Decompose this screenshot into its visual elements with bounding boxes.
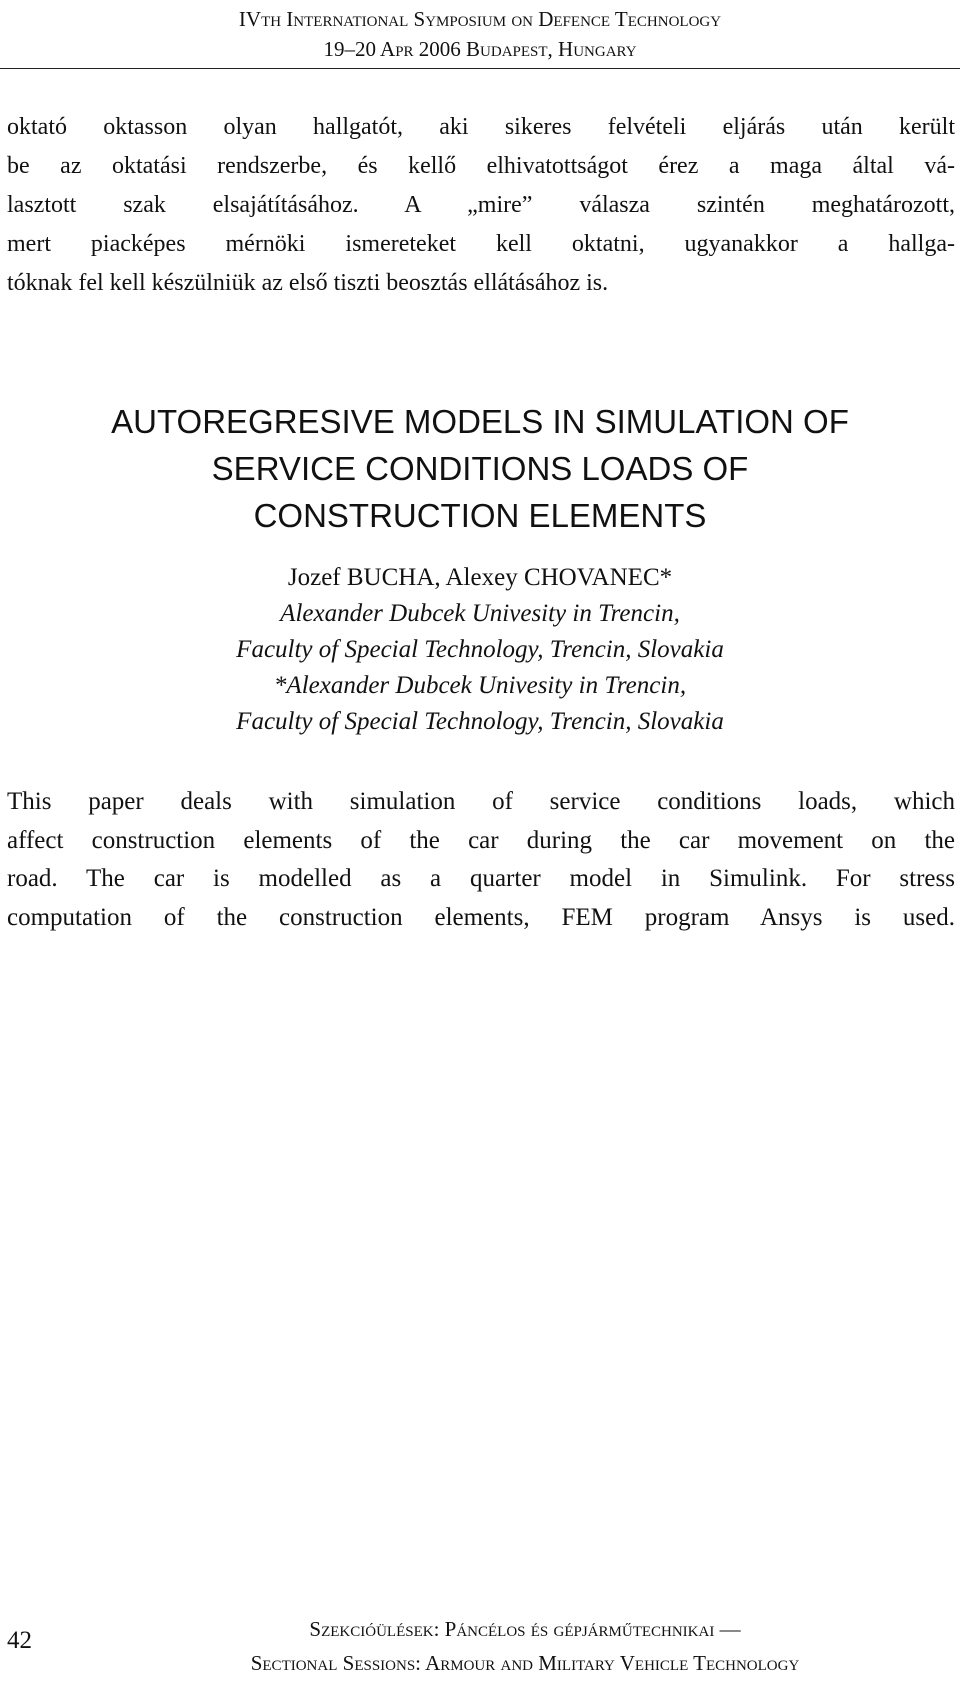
title-line: AUTOREGRESIVE MODELS IN SIMULATION OF xyxy=(111,403,849,440)
title-line: SERVICE CONDITIONS LOADS OF xyxy=(211,450,749,487)
affiliation-line: *Alexander Dubcek Univesity in Trencin, xyxy=(273,672,687,699)
title-line: CONSTRUCTION ELEMENTS xyxy=(253,497,707,534)
abstract-paragraph xyxy=(7,783,955,937)
abstract-line: road. The car is modelled as a quarter model in Simulink. For stress xyxy=(7,865,955,892)
running-footer xyxy=(90,1612,960,1680)
affiliation-line: Alexander Dubcek Univesity in Trencin, xyxy=(280,600,680,627)
header-symposium: IVth International Symposium on Defence Technology xyxy=(238,7,722,31)
author-block xyxy=(0,560,960,740)
paper-title xyxy=(0,398,960,539)
footer-hungarian: Szekcióülések: Páncélos és gépjárműtechnikai — xyxy=(309,1617,741,1641)
footer-english: Sectional Sessions: Armour and Military Vehicle Technology xyxy=(250,1651,800,1675)
header-date-place: 19–20 Apr 2006 Budapest, Hungary xyxy=(323,37,637,61)
intro-line: lasztott szak elsajátításához. A „mire” válasza szintén meghatározott, xyxy=(7,192,955,218)
header-divider xyxy=(0,68,960,69)
abstract-line: affect construction elements of the car during the car movement on the xyxy=(7,826,955,854)
intro-line: be az oktatási rendszerbe, és kellő elhivatottságot érez a maga által vá- xyxy=(7,153,955,179)
page-number: 42 xyxy=(7,1627,32,1654)
intro-line: oktató oktasson olyan hallgatót, aki sikeres felvételi eljárás után került xyxy=(7,114,955,140)
intro-line: tóknak fel kell készülniük az első tiszti beosztás ellátásához is. xyxy=(7,270,609,296)
affiliation-line: Faculty of Special Technology, Trencin, Slovakia xyxy=(236,708,724,735)
running-header xyxy=(0,4,960,64)
affiliation-line: Faculty of Special Technology, Trencin, Slovakia xyxy=(236,636,724,663)
intro-line: mert piacképes mérnöki ismereteket kell oktatni, ugyanakkor a hallga- xyxy=(7,231,955,257)
abstract-line: computation of the construction elements, FEM program Ansys is used. xyxy=(7,903,955,931)
abstract-line: This paper deals with simulation of service conditions loads, which xyxy=(7,788,955,815)
intro-paragraph xyxy=(7,108,955,303)
author-names: Jozef BUCHA, Alexey CHOVANEC* xyxy=(287,564,673,591)
